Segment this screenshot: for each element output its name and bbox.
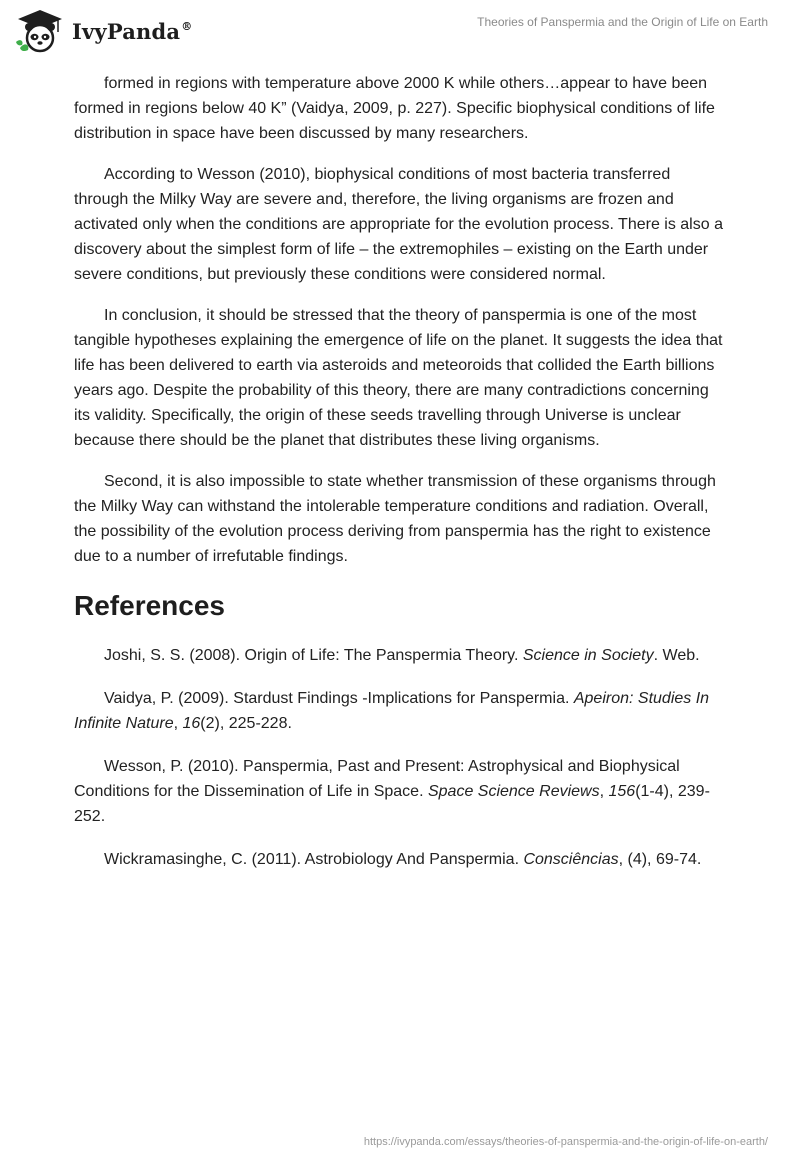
body-paragraph: formed in regions with temperature above 2000 K while others…appear to have been formed in regions below 40 K” (Vaidya, 2009, p. 227). Specific biophysical conditions of life distribution in space have been discussed by many researchers. — [74, 75, 715, 142]
reference-text: . Web. — [653, 647, 700, 664]
page-header — [0, 0, 800, 66]
reference-item — [74, 686, 728, 736]
panda-graduate-icon — [14, 8, 66, 54]
brand-name — [72, 19, 192, 44]
reference-source: Space Science Reviews — [427, 783, 600, 800]
reference-text: (1-4), 239-252. — [74, 783, 710, 825]
reference-item — [74, 847, 728, 872]
reference-text: Joshi, S. S. (2008). Origin of Life: The Panspermia Theory. — [104, 647, 523, 664]
registered-mark: ® — [181, 19, 193, 33]
reference-text: , (4), 69-74. — [618, 851, 702, 868]
reference-text: (2), 225-228. — [200, 715, 292, 732]
reference-text: , — [599, 783, 609, 800]
reference-item — [74, 643, 728, 668]
reference-volume: 16 — [182, 715, 201, 732]
reference-source: Science in Society — [522, 647, 654, 664]
body-paragraph: According to Wesson (2010), biophysical conditions of most bacteria transferred through the Milky Way are severe and, therefore, the living organisms are frozen and activated only when the conditions are appropriate for the evolution process. There is also a discovery about the simplest form of life – the extremophiles – existing on the Earth under severe conditions, but previously these conditions were considered normal. — [74, 166, 723, 283]
document-title: Theories of Panspermia and the Origin of Life on Earth — [477, 15, 768, 29]
references-heading: References — [74, 590, 225, 621]
footer-url[interactable]: https://ivypanda.com/essays/theories-of-panspermia-and-the-origin-of-life-on-earth/ — [363, 1136, 768, 1148]
body-paragraph: Second, it is also impossible to state whether transmission of these organisms through the Milky Way can withstand the intolerable temperature conditions and radiation. Overall, the possibility of the evolution process deriving from panspermia has the right to existence due to a number of irrefutable findings. — [74, 473, 716, 565]
reference-volume: 156 — [608, 783, 636, 800]
brand-text: IvyPanda — [72, 18, 181, 44]
ivypanda-logo[interactable] — [14, 8, 192, 54]
reference-text: Vaidya, P. (2009). Stardust Findings -Implications for Panspermia. — [104, 690, 574, 707]
essay-content — [74, 71, 728, 890]
reference-text: Wesson, P. (2010). Panspermia, Past and Present: Astrophysical and Biophysical Conditions for the Dissemination of Life in Space. — [74, 758, 680, 800]
reference-text: Wickramasinghe, C. (2011). Astrobiology And Panspermia. — [104, 851, 524, 868]
body-paragraph: In conclusion, it should be stressed that the theory of panspermia is one of the most tangible hypotheses explaining the emergence of life on the planet. It suggests the idea that life has been delivered to earth via asteroids and meteoroids that collided the Earth billions years ago. Despite the probability of this theory, there are many contradictions concerning its validity. Specifically, the origin of these seeds travelling through Universe is unclear because there should be the planet that distributes these living organisms. — [74, 307, 723, 449]
reference-source: Consciências — [523, 851, 619, 868]
reference-source: Apeiron: Studies In Infinite Nature — [74, 690, 710, 732]
reference-item — [74, 754, 728, 829]
reference-text: , — [173, 715, 183, 732]
